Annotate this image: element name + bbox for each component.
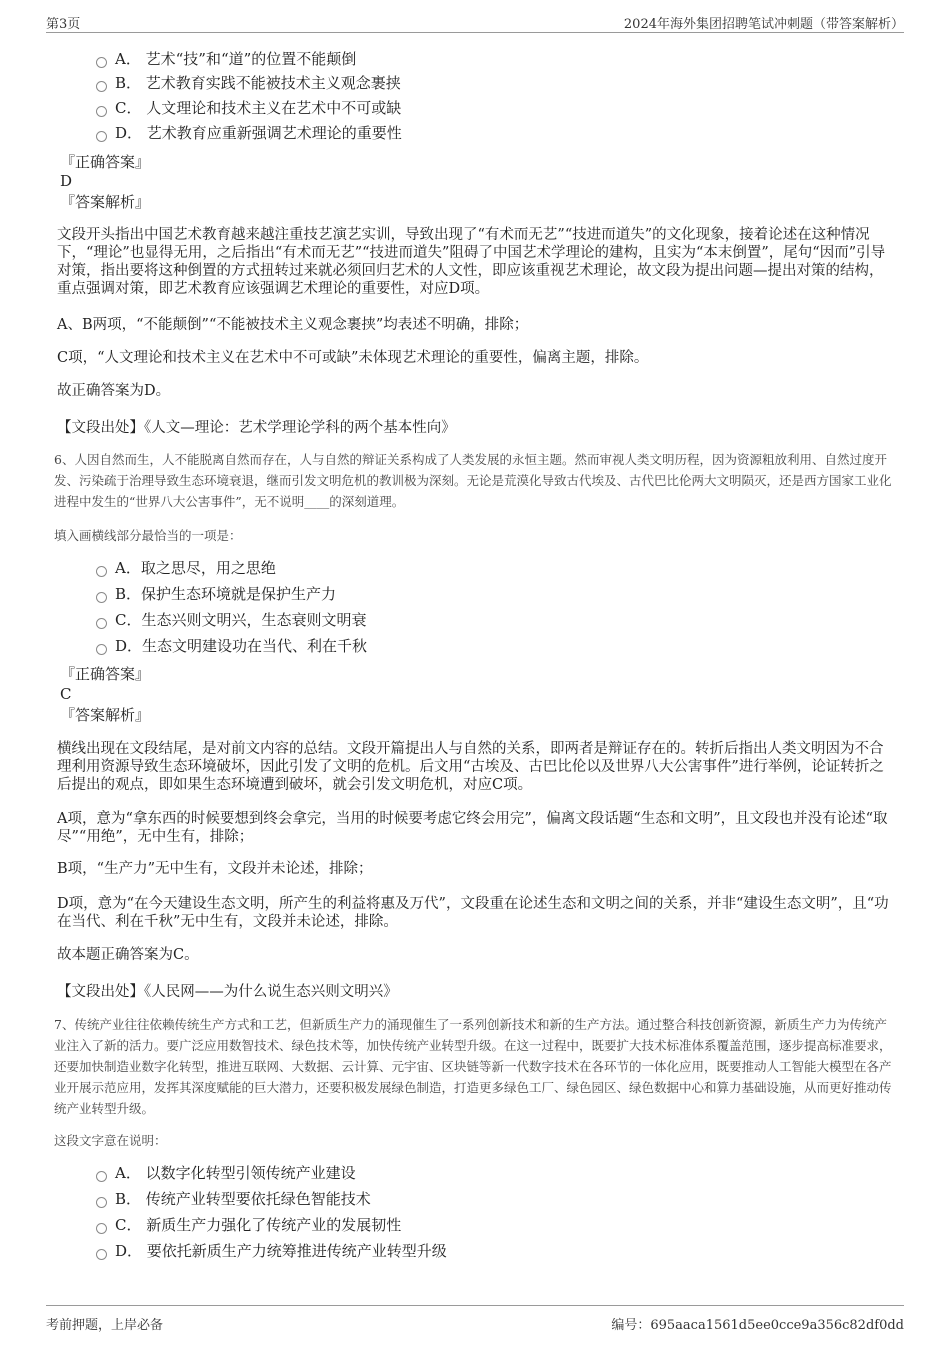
q6-question-text: 6、人因自然而生，人不能脱离自然而存在，人与自然的辩证关系构成了人类发展的永恒主题。然而审视人类文明历程，因为资源粗放利用、自然过度开发、污染疏于治理导致生态环境衰退，继而引发文明危机的教训极为深刻。无论是荒漠化导致古代埃及、古代巴比伦两大文明陨灭，还是西方国家工业化进程中发生的“世界八大公害事件”，无不说明____的深刻道理。 bbox=[54, 452, 892, 509]
q6-answer-label: 『正确答案』 bbox=[60, 665, 151, 683]
radio-icon[interactable] bbox=[96, 57, 107, 68]
q6-option-a[interactable]: A．取之思尽，用之思绝 bbox=[96, 557, 276, 579]
q6-option-b[interactable]: B．保护生态环境就是保护生产力 bbox=[96, 583, 336, 605]
q5-option-c[interactable]: C． 人文理论和技术主义在艺术中不可或缺 bbox=[96, 97, 401, 119]
document-title: 2024年海外集团招聘笔试冲刺题（带答案解析） bbox=[623, 17, 904, 32]
q6-analysis-p5: 故本题正确答案为C。 bbox=[57, 947, 199, 963]
q6-analysis-p4: D项，意为“在今天建设生态文明，所产生的利益将惠及万代”，文段重在论述生态和文明之间的关系，并非“建设生态文明”，且“功在当代、利在千秋”无中生有，文段并未论述，排除。 bbox=[57, 896, 889, 930]
q7-question-text: 7、传统产业往往依赖传统生产方式和工艺，但新质生产力的涌现催生了一系列创新技术和新的生产方法。通过整合科技创新资源，新质生产力为传统产业注入了新的活力。要广泛应用数智技术、绿色技术等，加快传统产业转型升级。在这一过程中，既要扩大技术标准体系覆盖范围，逐步提高标准要求，还要加快制造业数字化转型，推进互联网、大数据、云计算、元宇宙、区块链等新一代数字技术在各环节的一体化应用，既要推动人工智能大模型在各产业开展示范应用，发挥其深度赋能的巨大潜力，还要积极发展绿色制造，打造更多绿色工厂、绿色园区、绿色数据中心和算力基础设施，从而更好推动传统产业转型升级。 bbox=[54, 1017, 892, 1116]
q5-analysis-p3: C项，“人文理论和技术主义在艺术中不可或缺”未体现艺术理论的重要性，偏离主题，排除。 bbox=[57, 350, 649, 366]
q5-analysis-p2: A、B两项，“不能颠倒”“不能被技术主义观念裹挟”均表述不明确，排除； bbox=[57, 317, 529, 333]
q7-option-d[interactable]: D． 要依托新质生产力统筹推进传统产业转型升级 bbox=[96, 1240, 447, 1262]
q5-option-b[interactable]: B． 艺术教育实践不能被技术主义观念裹挟 bbox=[96, 72, 401, 94]
q6-option-c[interactable]: C．生态兴则文明兴，生态衰则文明衰 bbox=[96, 609, 366, 631]
q6-prompt: 填入画横线部分最恰当的一项是： bbox=[54, 528, 242, 543]
q5-answer-label: 『正确答案』 bbox=[60, 153, 151, 171]
document-id: 编号：695aaca1561d5ee0cce9a356c82df0dd bbox=[611, 1318, 904, 1333]
radio-icon[interactable] bbox=[96, 81, 107, 92]
q5-option-d[interactable]: D． 艺术教育应重新强调艺术理论的重要性 bbox=[96, 122, 402, 144]
q6-option-d[interactable]: D．生态文明建设功在当代、利在千秋 bbox=[96, 635, 367, 657]
radio-icon[interactable] bbox=[96, 644, 107, 655]
page-number: 第3页 bbox=[46, 17, 81, 32]
q6-source: 【文段出处】《人民网——为什么说生态兴则文明兴》 bbox=[57, 984, 398, 1000]
radio-icon[interactable] bbox=[96, 618, 107, 629]
radio-icon[interactable] bbox=[96, 1249, 107, 1260]
q6-analysis-p2: A项，意为“拿东西的时候要想到终会拿完，当用的时候要考虑它终会用完”，偏离文段话题“生态和文明”，且文段也并没有论述“取尽”“用绝”，无中生有，排除； bbox=[57, 811, 888, 845]
page-footer bbox=[46, 1305, 904, 1336]
q6-analysis-p3: B项，“生产力”无中生有，文段并未论述，排除； bbox=[57, 861, 373, 877]
q6-answer: C bbox=[60, 685, 72, 703]
q6-analysis-p1: 横线出现在文段结尾，是对前文内容的总结。文段开篇提出人与自然的关系，即两者是辩证存在的。转折后指出人类文明因为不合理利用资源导致生态环境破坏，因此引发了文明的危机。后文用“古埃及、古巴比伦以及世界八大公害事件”进行举例，论证转折之后提出的观点，即如果生态环境遭到破坏，就会引发文明危机，对应C项。 bbox=[57, 741, 884, 793]
q7-option-a[interactable]: A． 以数字化转型引领传统产业建设 bbox=[96, 1162, 356, 1184]
q7-prompt: 这段文字意在说明： bbox=[54, 1133, 167, 1148]
radio-icon[interactable] bbox=[96, 1171, 107, 1182]
q5-option-a[interactable]: A． 艺术“技”和“道”的位置不能颠倒 bbox=[96, 48, 356, 70]
q5-analysis-p4: 故正确答案为D。 bbox=[57, 383, 171, 399]
radio-icon[interactable] bbox=[96, 1223, 107, 1234]
radio-icon[interactable] bbox=[96, 592, 107, 603]
q5-answer: D bbox=[60, 172, 73, 190]
q6-analysis-label: 『答案解析』 bbox=[60, 706, 151, 724]
q5-source: 【文段出处】《人文—理论：艺术学理论学科的两个基本性向》 bbox=[57, 420, 456, 436]
q5-analysis-p1: 文段开头指出中国艺术教育越来越注重技艺演艺实训，导致出现了“有术而无艺”“技进而道失”的文化现象，接着论述在这种情况下，“理论”也显得无用，之后指出“有术而无艺”“技进而道失”阻碍了中国艺术学理论的建构，且实为“本末倒置”，尾句“因而”引导对策，指出要将这种倒置的方式扭转过来就必须回归艺术的人文性，即应该重视艺术理论，故文段为提出问题—提出对策的结构，重点强调对策，即艺术教育应该强调艺术理论的重要性，对应D项。 bbox=[57, 227, 886, 297]
footer-slogan: 考前押题，上岸必备 bbox=[46, 1318, 164, 1333]
q5-analysis-label: 『答案解析』 bbox=[60, 193, 151, 211]
radio-icon[interactable] bbox=[96, 106, 107, 117]
page-header bbox=[46, 10, 904, 33]
radio-icon[interactable] bbox=[96, 566, 107, 577]
radio-icon[interactable] bbox=[96, 1197, 107, 1208]
radio-icon[interactable] bbox=[96, 131, 107, 142]
q7-option-c[interactable]: C． 新质生产力强化了传统产业的发展韧性 bbox=[96, 1214, 401, 1236]
q7-option-b[interactable]: B． 传统产业转型要依托绿色智能技术 bbox=[96, 1188, 371, 1210]
